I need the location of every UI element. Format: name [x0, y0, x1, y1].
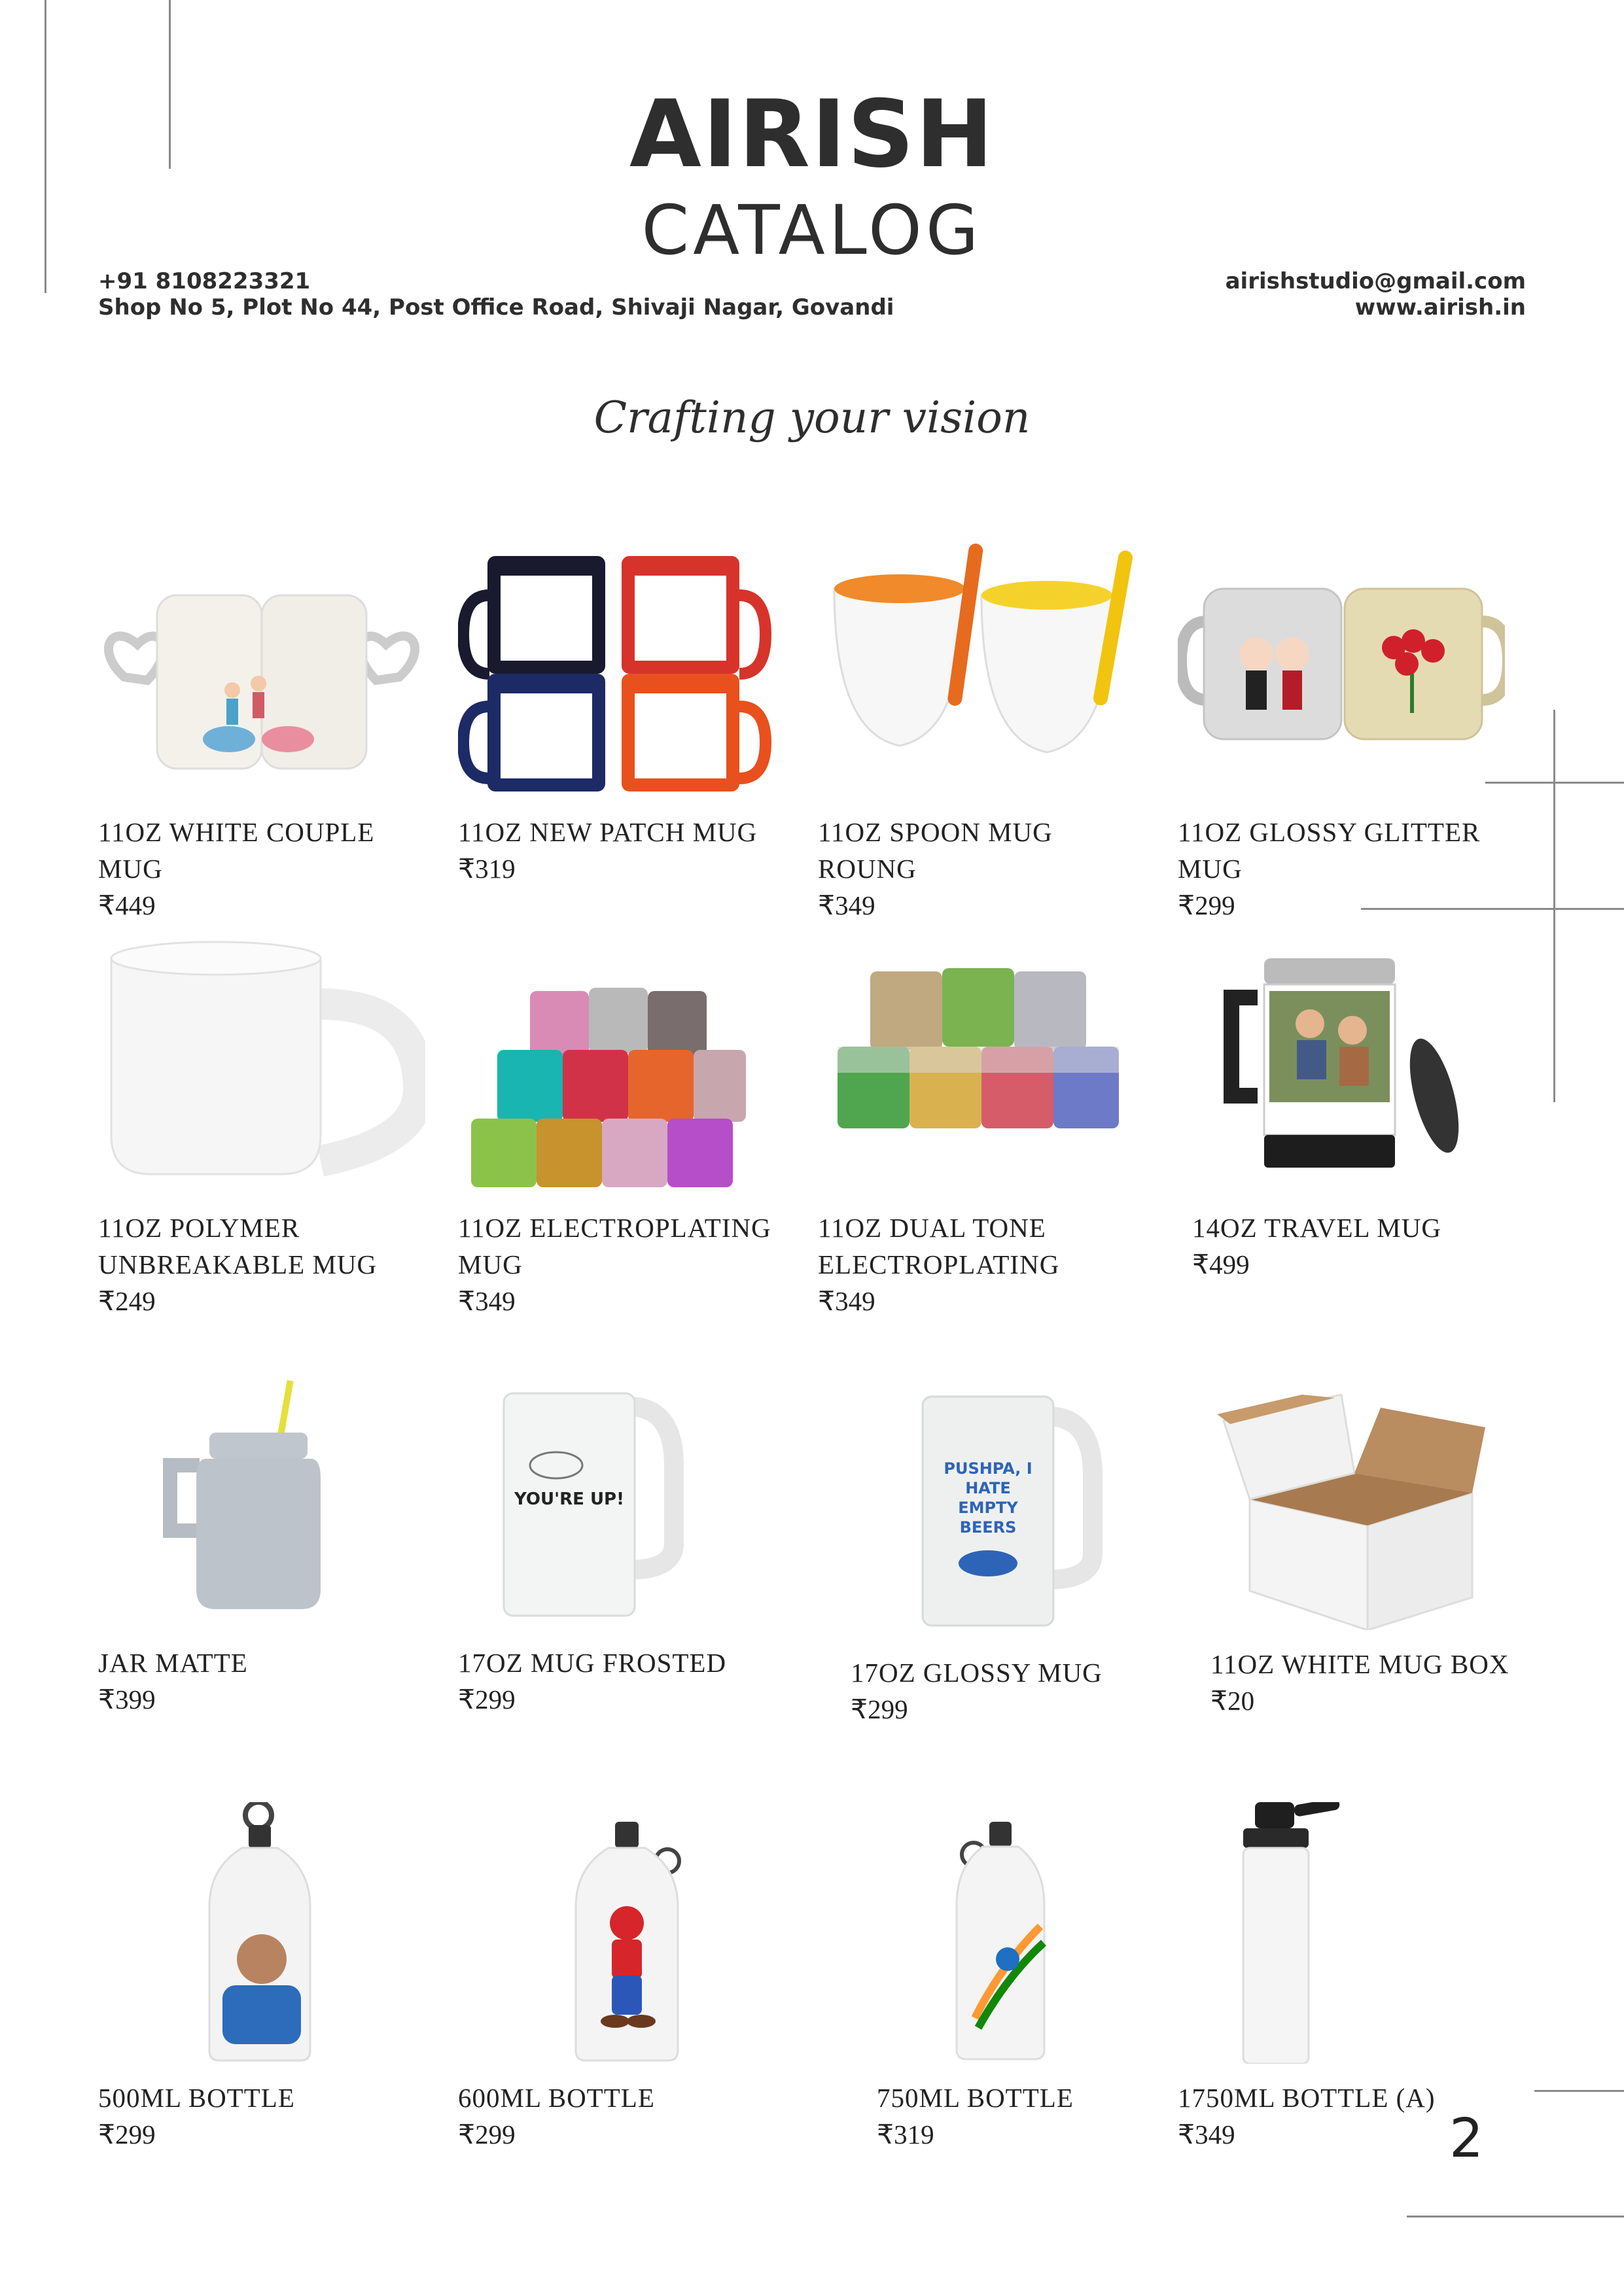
product-card[interactable] — [1178, 536, 1505, 924]
product-price: ₹319 — [877, 2119, 934, 2149]
product-name: 11OZ GLOSSY GLITTER MUG — [1178, 817, 1481, 884]
phone-number[interactable]: +91 8108223321 — [98, 268, 311, 294]
contact-left — [98, 268, 894, 321]
product-card[interactable] — [98, 932, 425, 1319]
product-name: 17OZ GLOSSY MUG — [851, 1658, 1103, 1688]
product-name: 750ML BOTTLE — [877, 2083, 1074, 2113]
frosted-mug-icon — [458, 1367, 785, 1629]
product-name: 500ML BOTTLE — [98, 2083, 295, 2113]
product-card[interactable] — [98, 1367, 425, 1718]
bottle-1750ml-icon — [1178, 1802, 1505, 2064]
product-price: ₹449 — [98, 890, 156, 920]
product-price: ₹299 — [458, 2119, 516, 2149]
product-price: ₹349 — [1178, 2119, 1235, 2149]
glitter-mug-icon — [1178, 536, 1505, 798]
product-card[interactable] — [877, 1802, 1204, 2153]
product-card[interactable] — [1178, 1802, 1505, 2153]
product-price: ₹299 — [1178, 890, 1235, 920]
address: Shop No 5, Plot No 44, Post Office Road, Shivaji Nagar, Govandi — [98, 294, 894, 321]
travel-mug-icon — [1192, 932, 1519, 1194]
tagline: Crafting your vision — [593, 392, 1031, 443]
product-name: 1750ML BOTTLE (A) — [1178, 2083, 1436, 2113]
decor-line — [1553, 710, 1555, 1102]
product-price: ₹349 — [818, 1286, 875, 1316]
product-card[interactable] — [98, 1802, 425, 2153]
mug-print-text: YOU'RE UP! — [514, 1489, 624, 1509]
product-name: 11OZ WHITE MUG BOX — [1210, 1649, 1509, 1679]
contact-right — [1226, 268, 1526, 321]
email-link[interactable]: airishstudio@gmail.com — [1225, 268, 1526, 294]
decor-line — [1485, 782, 1624, 784]
product-name: 11OZ NEW PATCH MUG — [458, 817, 758, 847]
product-price: ₹399 — [98, 1684, 156, 1714]
decor-line — [1534, 2090, 1624, 2092]
polymer-mug-icon — [98, 932, 425, 1194]
product-name: 11OZ SPOON MUG ROUNG — [818, 817, 1053, 884]
product-card[interactable] — [851, 1377, 1178, 1728]
product-card[interactable] — [1210, 1368, 1538, 1719]
product-price: ₹499 — [1192, 1249, 1250, 1279]
product-name: 11OZ ELECTROPLATING MUG — [458, 1213, 771, 1279]
mug-box-icon — [1210, 1368, 1538, 1630]
spoon-mug-icon — [818, 536, 1145, 798]
product-name: 600ML BOTTLE — [458, 2083, 655, 2113]
product-price: ₹299 — [458, 1684, 516, 1714]
product-name: 11OZ WHITE COUPLE MUG — [98, 817, 375, 884]
product-card[interactable] — [458, 1802, 785, 2153]
product-card[interactable] — [458, 932, 785, 1319]
product-card[interactable] — [458, 536, 785, 887]
product-card[interactable] — [458, 1367, 785, 1718]
mug-print-text: PUSHPA, I HATE EMPTY BEERS — [944, 1459, 1033, 1537]
electroplating-mug-icon — [458, 932, 785, 1194]
website-link[interactable]: www.airish.in — [1354, 294, 1526, 321]
product-price: ₹20 — [1210, 1686, 1255, 1716]
product-price: ₹349 — [458, 1286, 516, 1316]
product-price: ₹299 — [851, 1694, 908, 1724]
decor-line — [1407, 2216, 1624, 2218]
product-card[interactable] — [1192, 932, 1519, 1283]
product-name: 11OZ POLYMER UNBREAKABLE MUG — [98, 1213, 378, 1279]
product-card[interactable] — [818, 932, 1145, 1319]
product-name: JAR MATTE — [98, 1648, 248, 1678]
catalog-subtitle: CATALOG — [641, 190, 983, 270]
product-price: ₹299 — [98, 2119, 156, 2149]
bottle-500ml-icon — [98, 1802, 425, 2064]
product-name: 17OZ MUG FROSTED — [458, 1648, 727, 1678]
dual-tone-mug-icon — [818, 932, 1145, 1194]
product-price: ₹319 — [458, 854, 516, 884]
product-price: ₹249 — [98, 1286, 156, 1316]
product-card[interactable] — [98, 536, 425, 924]
patch-mug-icon — [458, 536, 785, 798]
jar-matte-icon — [98, 1367, 425, 1629]
product-name: 14OZ TRAVEL MUG — [1192, 1213, 1441, 1243]
brand-title: AIRISH — [629, 80, 995, 188]
product-price: ₹349 — [818, 890, 875, 920]
product-card[interactable] — [818, 536, 1145, 924]
bottle-600ml-icon — [458, 1802, 785, 2064]
glossy-beer-mug-icon — [851, 1377, 1178, 1639]
bottle-750ml-icon — [877, 1802, 1204, 2064]
page-number: 2 — [1449, 2108, 1484, 2170]
couple-mug-icon — [98, 536, 425, 798]
product-name: 11OZ DUAL TONE ELECTROPLATING — [818, 1213, 1060, 1279]
